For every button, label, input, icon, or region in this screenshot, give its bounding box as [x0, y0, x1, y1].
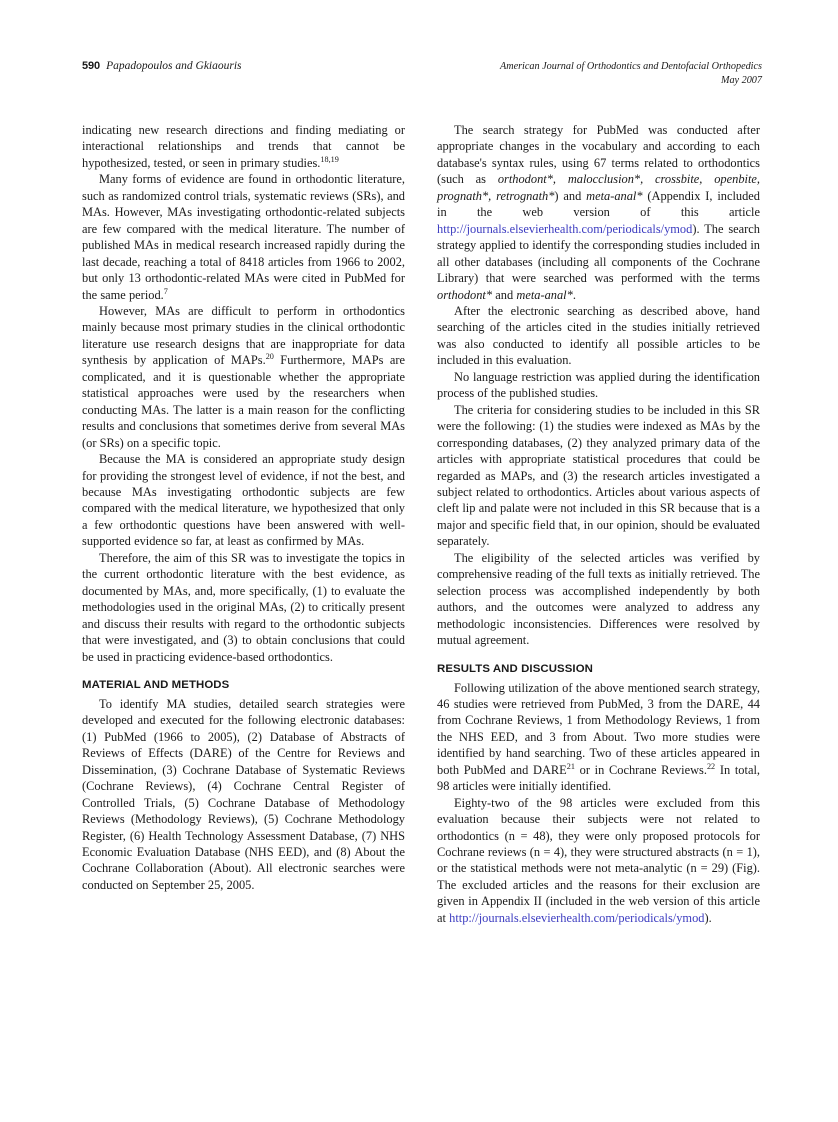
paragraph-hypothesis: Because the MA is considered an appropriate study design for providing the strongest level of evidence, if not the best, and because MAs investigating orthodontic subjects are few compared with the medical literature, we hypothesized that only a few orthodontic questions have been answered with well-supported evidence so far, at least as confirmed by MAs.: [82, 452, 405, 549]
paragraph-continued-intro: [82, 122, 405, 171]
paragraph-search-strategy: [437, 122, 760, 303]
search-terms-italic: meta-anal*: [586, 188, 643, 203]
page-folio-number: 590: [82, 60, 101, 72]
reference-marker: 20: [265, 352, 274, 362]
paragraph-text: ). The search strategy applied to identify the corresponding studies included in all other databases (including all components of the Cochrane Library) that were searched was performed with the terms: [437, 221, 760, 286]
paragraph-hand-searching: After the electronic searching as described above, hand searching of the articles cited in the studies initially retrieved was also conducted to identify all possible articles to be included in this evaluation.: [437, 303, 760, 368]
search-terms-italic: orthodont*: [437, 287, 493, 302]
journal-title: American Journal of Orthodontics and Dentofacial Orthopedics: [499, 61, 762, 72]
paragraph-text: The search strategy for PubMed was conducted after appropriate changes in the vocabulary and according to each database's syntax rules, using 67 terms related to orthodontics (such as: [437, 123, 760, 187]
heading-material-and-methods: MATERIAL AND METHODS: [82, 678, 230, 691]
paragraph-text: Many forms of evidence are found in orthodontic literature, such as randomized control trials, systematic reviews (SRs), and MAs. However, MAs investigating orthodontic-related subjects are few compared with the medical literature. The number of published MAs in medical research increased rapidly during the last decade, reaching a total of 8418 articles from 1966 to 2002, but only 13 orthodontic-related MAs were cited in PubMed for the same period.: [82, 172, 405, 302]
appendix-web-version-link[interactable]: http://journals.elsevierhealth.com/periodicals/ymod: [449, 910, 705, 925]
paragraph-no-language-restriction: No language restriction was applied during the identification process of the published studies.: [437, 369, 760, 401]
paragraph-text: In total, 98 articles were initially identified.: [437, 762, 760, 794]
column-left: [82, 122, 405, 893]
paragraph-mas-difficult: [82, 303, 405, 451]
search-terms-italic: orthodont*, malocclusion*, crossbite, openbite, prognath*, retrognath*: [437, 172, 760, 203]
paragraph-databases: To identify MA studies, detailed search strategies were developed and executed for the following electronic databases: (1) PubMed (1966 to 2005), (2) Database of Abstracts of Reviews of Effects (DARE) of the Centre for Reviews and Dissemination, (3) Cochrane Database of Systematic Reviews (Cochrane Reviews), (4) Cochrane Central Register of Controlled Trials, (5) Cochrane Database of Methodology Reviews (Methodology Reviews), (5) Cochrane Methodology Register, (6) Health Technology Assessment Database, (7) NHS Economic Evaluation Database (NHS EED), and (8) About the Cochrane Collaboration (About). All electronic searches were conducted on September 25, 2005.: [82, 696, 405, 892]
paragraph-text: and: [492, 287, 517, 302]
paragraph-forms-of-evidence: [82, 171, 405, 303]
reference-marker: 7: [163, 286, 168, 296]
article-web-version-link[interactable]: http://journals.elsevierhealth.com/periodicals/ymod: [437, 221, 693, 236]
heading-results-and-discussion: RESULTS AND DISCUSSION: [437, 662, 593, 675]
paragraph-text: or in Cochrane Reviews.: [574, 762, 707, 777]
paragraph-text: indicating new research directions and finding mediating or interactional relationships and trends that cannot be hypothesized, tested, or seen in primary studies.: [82, 123, 405, 170]
paragraph-text: ) and: [554, 188, 587, 203]
running-head-left: [82, 60, 242, 72]
paragraph-aim: Therefore, the aim of this SR was to investigate the topics in the current orthodontic literature with the best evidence, as documented by MAs, and, more specifically, (1) to evaluate the methodologies used in the original MAs, (2) to critically present and discuss their results with regard to the orthodontic subjects that were investigated, and (3) to obtain conclusions that could be used in practicing evidence-based orthodontics.: [82, 550, 405, 664]
paragraph-text: Eighty-two of the 98 articles were excluded from this evaluation because their subjects were not related to orthodontics (n = 48), they were only proposed protocols for Cochrane reviews (n = 4), they were structured abstracts (n = 1), or the statistical methods were not meta-analytic (n = 29) (Fig). The excluded articles and the reasons for their exclusion are given in Appendix II (included in the web version of this article at: [437, 795, 760, 925]
paragraph-text-cont: Furthermore, MAPs are complicated, and it is questionable whether the appropriate statistical approaches were used by the researchers when conducting MAs. The latter is a main reason for the conflicting results and conclusions that sometimes derive from several MAs (or SRs) on a specific topic.: [82, 353, 405, 450]
paragraph-eligibility: The eligibility of the selected articles was verified by comprehensive reading of the full texts as initially retrieved. The selection process was accomplished independently by both authors, and the outcomes were analyzed to address any methodologic inconsistencies. Differences were resolved by mutual agreement.: [437, 550, 760, 648]
paragraph-retrieval-counts: [437, 680, 760, 795]
running-head: [82, 60, 762, 100]
reference-marker: 18,19: [320, 154, 339, 164]
issue-date: May 2007: [720, 75, 762, 86]
reference-marker: 21: [566, 761, 575, 771]
paragraph-text: (Appendix I, included in the web version of this article: [437, 188, 760, 220]
paragraph-text: .: [572, 287, 576, 302]
column-right: [437, 122, 760, 926]
reference-marker: 22: [706, 761, 716, 771]
running-head-authors: Papadopoulos and Gkiaouris: [106, 60, 242, 72]
paragraph-inclusion-criteria: The criteria for considering studies to be included in this SR were the following: (1) the studies were indexed as MAs by the corresponding databases, (2) they analyzed primary data of the articles with appropriate statistical procedures that could be regarded as MAPs, and (3) the research articles investigated a subject related to orthodontics. Articles about various aspects of cleft lip and palate were not included in this SR because that is a major and specific field that, in our opinion, should be evaluated separately.: [437, 402, 760, 549]
paragraph-text: However, MAs are difficult to perform in orthodontics mainly because most primary studies in the clinical orthodontic literature use research designs that are inappropriate for data synthesis by application of MAPs.: [82, 303, 405, 368]
paragraph-text: Following utilization of the above mentioned search strategy, 46 studies were retrieved from PubMed, 3 from the DARE, 44 from Cochrane Reviews, 1 from Methodology Reviews, 1 from the NHS EED, and 3 from About. Two more studies were identified by hand searching. Two of these articles appeared in both PubMed and DARE: [437, 680, 760, 777]
running-head-right: [500, 60, 762, 88]
search-terms-italic: meta-anal*: [516, 287, 573, 302]
paragraph-exclusions: [437, 795, 760, 927]
paragraph-text: ).: [704, 910, 712, 925]
